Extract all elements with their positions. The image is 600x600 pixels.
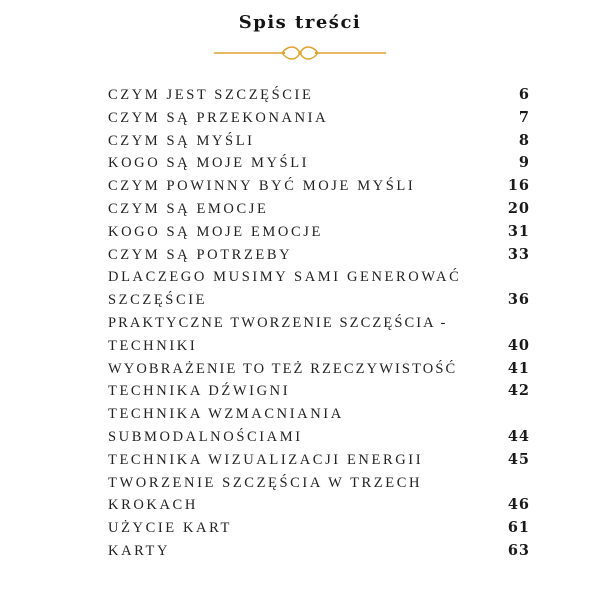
toc-page-number: 46 bbox=[507, 496, 530, 514]
toc-entry-title: CZYM JEST SZCZĘŚCIE bbox=[108, 87, 314, 103]
toc-entry[interactable] bbox=[108, 244, 530, 267]
toc-page-number: 8 bbox=[518, 131, 530, 149]
toc-page-number: 40 bbox=[507, 336, 530, 354]
toc-page-number: 42 bbox=[507, 382, 530, 400]
ornament-divider-icon bbox=[210, 42, 390, 64]
toc-entry-title: CZYM SĄ EMOCJE bbox=[108, 200, 269, 217]
toc-page-number: 41 bbox=[507, 359, 530, 377]
toc-page-number: 36 bbox=[507, 291, 530, 309]
toc-entry-title: PRAKTYCZNE TWORZENIE SZCZĘŚCIA - bbox=[108, 314, 448, 331]
toc-entry[interactable] bbox=[108, 84, 530, 107]
toc-entry-title: SUBMODALNOŚCIAMI bbox=[108, 428, 303, 445]
toc-entry-title: CZYM SĄ POTRZEBY bbox=[108, 246, 293, 263]
toc-entry-title: TECHNIKA WIZUALIZACJI ENERGII bbox=[108, 451, 424, 468]
toc-entry[interactable] bbox=[108, 175, 530, 198]
table-of-contents bbox=[108, 84, 530, 563]
toc-entry[interactable] bbox=[108, 449, 530, 472]
toc-entry[interactable] bbox=[108, 517, 530, 540]
toc-entry[interactable] bbox=[108, 380, 530, 403]
toc-entry[interactable] bbox=[108, 152, 530, 175]
toc-page-number: 31 bbox=[507, 222, 530, 240]
toc-entry[interactable] bbox=[108, 221, 530, 244]
toc-page-number: 63 bbox=[507, 541, 530, 559]
toc-entry-title: TECHNIKA DŹWIGNI bbox=[108, 383, 291, 400]
toc-page-number: 45 bbox=[507, 450, 530, 468]
page-title: Spis treści bbox=[238, 12, 362, 33]
toc-page-number: 16 bbox=[507, 177, 530, 195]
toc-entry-title: DLACZEGO MUSIMY SAMI GENEROWAĆ bbox=[108, 269, 462, 286]
toc-entry[interactable] bbox=[108, 472, 530, 518]
toc-entry[interactable] bbox=[108, 266, 530, 312]
toc-entry-title: TWORZENIE SZCZĘŚCIA W TRZECH bbox=[108, 474, 423, 491]
toc-page-number: 7 bbox=[518, 108, 530, 126]
toc-entry-title: KOGO SĄ MOJE EMOCJE bbox=[108, 223, 323, 240]
toc-entry-title: CZYM POWINNY BYĆ MOJE MYŚLI bbox=[108, 178, 416, 195]
toc-entry-title: UŻYCIE KART bbox=[108, 520, 232, 537]
toc-page-number: 9 bbox=[518, 154, 530, 172]
toc-entry-title: SZCZĘŚCIE bbox=[108, 292, 208, 309]
toc-page-number: 61 bbox=[507, 519, 530, 537]
toc-entry-title: WYOBRAŻENIE TO TEŻ RZECZYWISTOŚĆ bbox=[108, 360, 458, 377]
toc-page-number: 33 bbox=[507, 245, 530, 263]
toc-entry-title: CZYM SĄ MYŚLI bbox=[108, 132, 255, 149]
toc-entry[interactable] bbox=[108, 130, 530, 153]
toc-entry-title: TECHNIKI bbox=[108, 337, 198, 354]
toc-page-number: 20 bbox=[507, 199, 530, 217]
toc-entry[interactable] bbox=[108, 312, 530, 358]
toc-entry[interactable] bbox=[108, 198, 530, 221]
toc-entry-title: KARTY bbox=[108, 542, 171, 559]
toc-page-number: 6 bbox=[518, 86, 530, 103]
toc-entry-title: TECHNIKA WZMACNIANIA bbox=[108, 406, 344, 423]
toc-entry[interactable] bbox=[108, 540, 530, 563]
toc-entry-title: KROKACH bbox=[108, 497, 198, 514]
toc-entry-title: KOGO SĄ MOJE MYŚLI bbox=[108, 155, 310, 172]
toc-entry[interactable] bbox=[108, 107, 530, 130]
toc-entry[interactable] bbox=[108, 358, 530, 381]
toc-entry-title: CZYM SĄ PRZEKONANIA bbox=[108, 109, 329, 126]
toc-page-number: 44 bbox=[507, 427, 530, 445]
toc-entry[interactable] bbox=[108, 403, 530, 449]
